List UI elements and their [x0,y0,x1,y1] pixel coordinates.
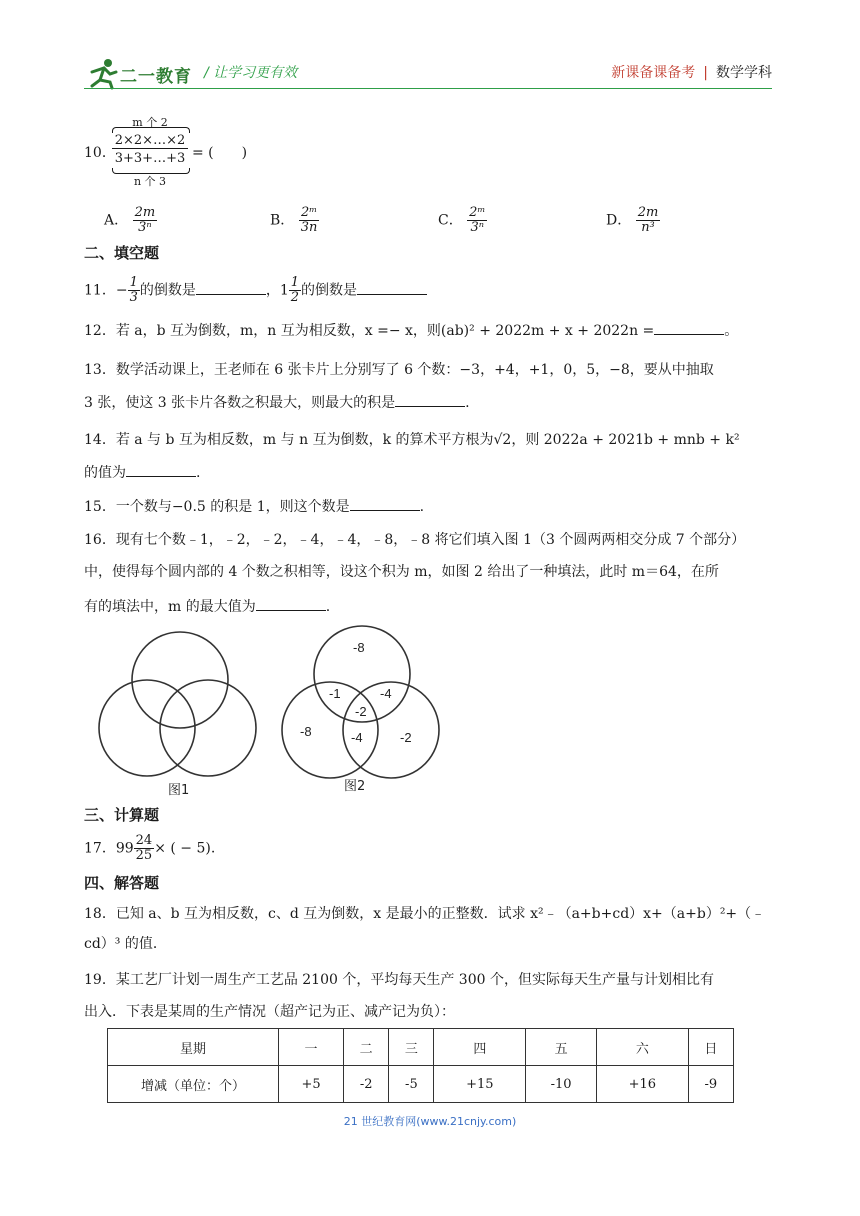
section-fill-in: 二、填空题 [84,244,160,262]
q14-text: 的值为 [84,465,126,481]
fig2-num-left-top: -1 [329,686,341,701]
q10-denominator: 3+3+…+3 [114,151,186,166]
q19-line1: 19．某工艺厂计划一周生产工艺品 2100 个，平均每天生产 300 个，但实际每天生产量与计划相比有 [84,972,714,988]
option-numerator: 2m [637,205,659,220]
q17-rest: × ( − 5). [154,840,216,857]
q11-text2: ，1 [265,282,289,299]
q11-text3: 的倒数是 [301,282,358,299]
q17-frac-den: 25 [135,848,153,863]
option-denominator: 3ⁿ [470,220,485,235]
option-numerator: 2m [134,205,156,220]
venn-figures [96,624,446,800]
production-table [107,1028,734,1103]
fig2-num-right-top: -4 [380,686,392,701]
table-cell: 六 [596,1029,688,1066]
q12-end: 。 [724,323,739,339]
q13-line2 [84,392,784,413]
table-cell: -9 [688,1066,733,1103]
q11-frac1-den: 3 [129,290,138,305]
figure-1 [99,632,256,776]
q10-option-c [438,206,487,235]
q16-end: . [325,599,331,615]
subject-label: 数学学科 [716,65,772,81]
q10-option-a [104,206,157,235]
logo-text: 二一教育 [120,67,192,87]
q10-bottom-brace-label: n 个 3 [133,175,167,188]
fig2-num-center: -2 [355,704,367,719]
table-cell: +16 [596,1066,688,1103]
q11-frac1-num: 1 [129,275,138,290]
q11-number: 11． [84,282,116,299]
runner-logo-icon [84,56,120,90]
option-numerator: 2ᵐ [469,205,486,220]
q11 [84,276,784,305]
q11-text1: 的倒数是 [139,282,196,299]
answer-blank[interactable] [126,462,196,477]
q11-minus: − [115,282,128,299]
table-cell: -2 [344,1066,389,1103]
q15 [84,496,784,517]
header-right [611,62,772,82]
q11-frac2-den: 2 [290,290,300,305]
header-separator: | [703,65,708,81]
footer-link[interactable]: 21 世纪教育网(www.21cnjy.com) [343,1115,517,1128]
answer-blank[interactable] [654,320,724,335]
option-numerator: 2ᵐ [299,206,320,221]
fig2-label: 图2 [344,779,366,794]
option-label: B． [270,212,295,229]
q14-end: . [196,465,201,481]
q15-text: 15．一个数与−0.5 的积是 1，则这个数是 [84,499,350,515]
q12-text: 12．若 a，b 互为倒数，m，n 互为相反数，x =− x，则(ab)² + 2022m + x + 2022n = [84,323,655,339]
q10-numerator: 2×2×…×2 [112,133,188,149]
answer-blank[interactable] [395,392,465,407]
section-answer: 四、解答题 [84,874,160,892]
q17-frac-num: 24 [135,833,153,848]
table-cell: 三 [389,1029,434,1066]
table-cell: 星期 [108,1029,279,1066]
q13-text: 3 张，使这 3 张卡片各数之积最大，则最大的积是 [84,395,396,411]
option-label: D． [606,212,632,229]
option-label: A． [104,212,129,229]
option-denominator: 3n [300,220,318,235]
option-denominator: n³ [641,220,655,235]
q17-whole: 99 [115,840,134,857]
q13-end: . [465,395,470,411]
section-calculation: 三、计算题 [84,806,160,824]
table-cell: 二 [344,1029,389,1066]
course-title: 新课备课备考 [611,65,696,81]
table-cell: +5 [279,1066,344,1103]
answer-blank[interactable] [196,280,266,295]
q11-frac2-num: 1 [290,275,300,290]
q16-line2: 中，使得每个圆内部的 4 个数之积相等，设这个积为 m，如图 2 给出了一种填法，此时 m＝64，在所 [84,564,719,580]
header-divider [84,88,772,89]
slogan: / 让学习更有效 [204,65,298,81]
table-row [108,1066,734,1103]
table-cell: -10 [526,1066,597,1103]
fig1-label: 图1 [168,783,190,798]
table-cell: +15 [434,1066,526,1103]
answer-blank[interactable] [357,280,427,295]
table-cell: 日 [688,1029,733,1066]
q14-line1: 14．若 a 与 b 互为相反数，m 与 n 互为倒数，k 的算术平方根为√2，则 2022a + 2021b + mnb + k² [84,432,740,448]
table-cell: 一 [279,1029,344,1066]
q16-line3 [84,596,784,617]
q12 [84,320,784,341]
table-cell: 四 [434,1029,526,1066]
option-denominator: 3ⁿ [138,220,152,235]
q16-text: 有的填法中，m 的最大值为 [84,599,256,615]
q10-tail: = ( ) [192,145,248,161]
q17 [84,834,784,863]
q17-number: 17． [84,840,116,857]
table-cell: 增减（单位：个） [108,1066,279,1103]
q18-line2: cd）³ 的值． [84,936,167,952]
answer-blank[interactable] [350,496,420,511]
q10-option-b [270,206,319,235]
q18-line1: 18．已知 a、b 互为相反数，c、d 互为倒数，x 是最小的正整数．试求 x²﹣（a+b+cd）x+（a+b）²+（﹣ [84,906,766,922]
q15-end: . [419,499,425,515]
fig2-num-left: -8 [300,724,312,739]
fig2-num-top: -8 [353,640,365,655]
answer-blank[interactable] [256,596,326,611]
table-header-row [108,1029,734,1066]
q10-top-brace-label: m 个 2 [132,116,168,129]
q10-option-d [606,206,660,235]
q14-line2 [84,462,784,483]
fig2-num-bottom-mid: -4 [351,730,363,745]
q10-number: 10． [84,145,116,161]
option-label: C． [438,212,463,229]
q16-line1: 16．现有七个数﹣1，﹣2，﹣2，﹣4，﹣4，﹣8，﹣8 将它们填入图 1（3 个圆两两相交分成 7 个部分） [84,532,746,548]
q19-line2: 出入．下表是某周的生产情况（超产记为正、减产记为负）： [84,1004,455,1020]
table-cell: -5 [389,1066,434,1103]
q13-line1: 13．数学活动课上，王老师在 6 张卡片上分别写了 6 个数：−3，+4，+1，0，5，−8，要从中抽取 [84,362,714,378]
table-cell: 五 [526,1029,597,1066]
fig2-num-right: -2 [400,730,412,745]
